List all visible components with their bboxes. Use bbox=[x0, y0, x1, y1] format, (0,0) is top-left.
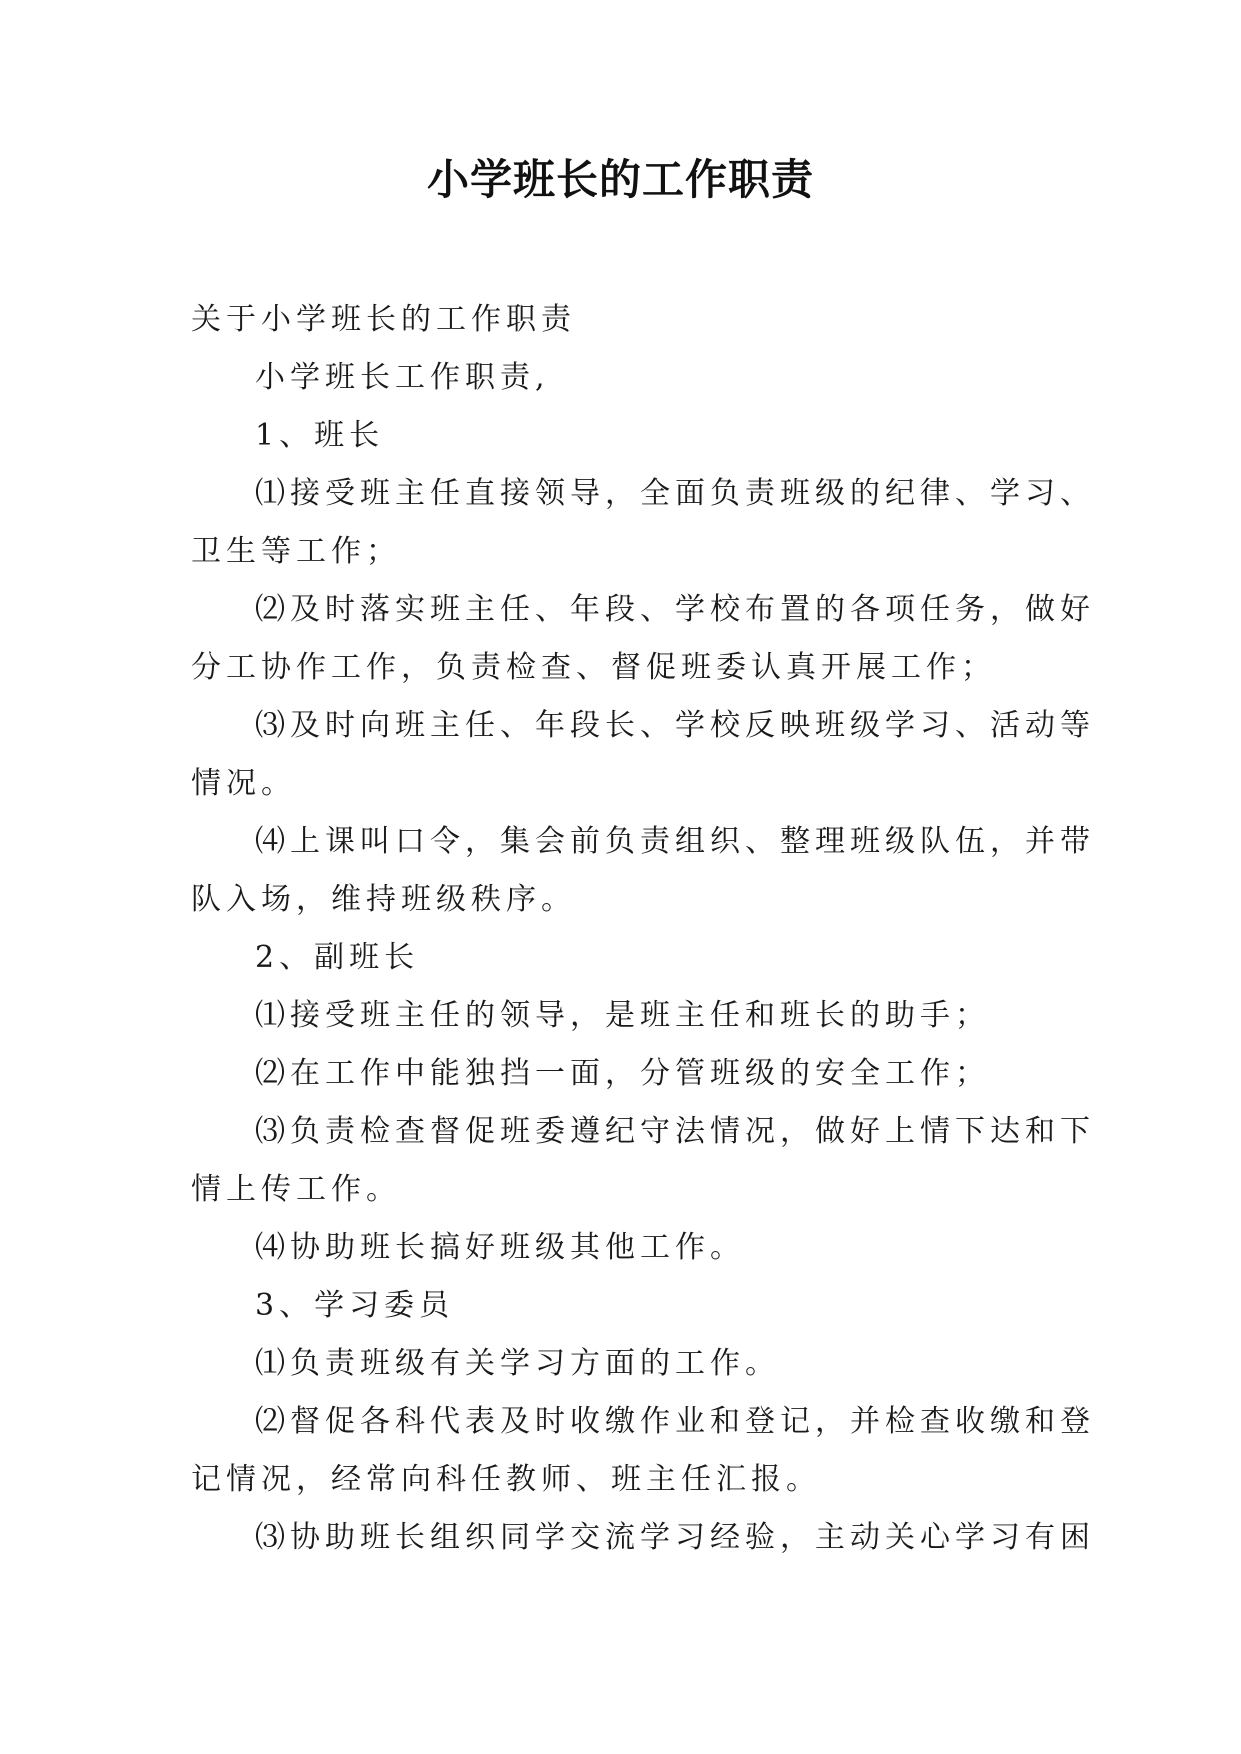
paragraph-line: ⑵在工作中能独挡一面，分管班级的安全工作； bbox=[255, 1056, 990, 1091]
paragraph-line: 2、副班长 bbox=[255, 940, 420, 975]
paragraph-line: ⑶负责检查督促班委遵纪守法情况，做好上情下达和下 bbox=[255, 1114, 1095, 1149]
document-title: 小学班长的工作职责 bbox=[426, 155, 814, 204]
paragraph-line: 1、班长 bbox=[255, 418, 385, 453]
paragraph-line: 队入场，维持班级秩序。 bbox=[191, 882, 576, 917]
paragraph-line: ⑵督促各科代表及时收缴作业和登记，并检查收缴和登 bbox=[255, 1404, 1095, 1439]
paragraph-line: ⑵及时落实班主任、年段、学校布置的各项任务，做好 bbox=[255, 592, 1095, 627]
paragraph-line: ⑴负责班级有关学习方面的工作。 bbox=[255, 1346, 780, 1381]
paragraph-line: 情上传工作。 bbox=[191, 1172, 401, 1207]
paragraph-line: ⑷协助班长搞好班级其他工作。 bbox=[255, 1230, 745, 1265]
paragraph-line: ⑴接受班主任的领导，是班主任和班长的助手； bbox=[255, 998, 990, 1033]
paragraph-line: 情况。 bbox=[191, 766, 296, 801]
paragraph-line: 分工协作工作，负责检查、督促班委认真开展工作； bbox=[191, 650, 996, 685]
paragraph-line: 3、学习委员 bbox=[255, 1288, 455, 1323]
paragraph-line: 记情况，经常向科任教师、班主任汇报。 bbox=[191, 1462, 821, 1497]
paragraph-line: 卫生等工作； bbox=[191, 534, 401, 569]
paragraph-line: ⑶协助班长组织同学交流学习经验，主动关心学习有困 bbox=[255, 1520, 1095, 1555]
paragraph-line: 关于小学班长的工作职责 bbox=[191, 302, 576, 337]
paragraph-line: ⑶及时向班主任、年段长、学校反映班级学习、活动等 bbox=[255, 708, 1095, 743]
paragraph-line: ⑷上课叫口令，集会前负责组织、整理班级队伍，并带 bbox=[255, 824, 1095, 859]
document-body bbox=[191, 291, 1095, 1567]
paragraph-line: 小学班长工作职责, bbox=[255, 360, 550, 395]
paragraph-line: ⑴接受班主任直接领导，全面负责班级的纪律、学习、 bbox=[255, 476, 1095, 511]
